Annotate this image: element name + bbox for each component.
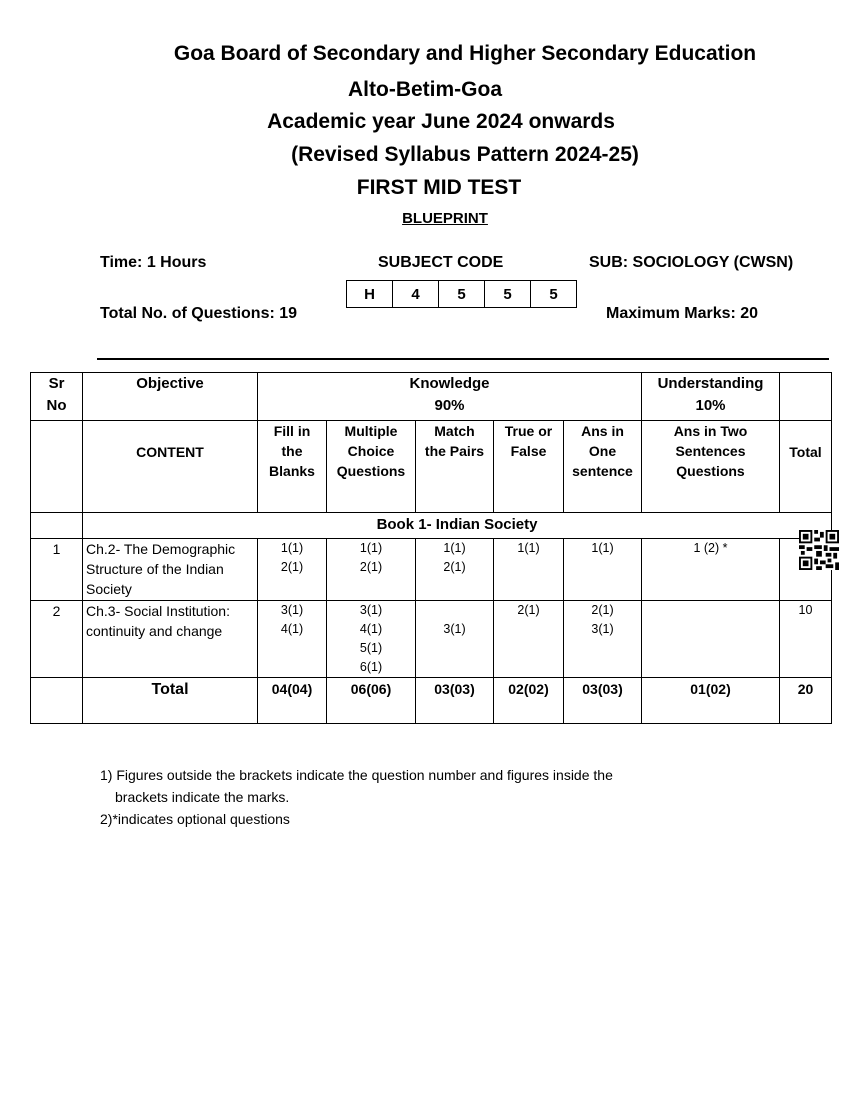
row-match: 1(1) 2(1) <box>416 539 494 601</box>
subject-code-char: 5 <box>485 281 531 308</box>
total-header: Total <box>780 421 832 513</box>
content-header: CONTENT <box>83 421 258 513</box>
total-match: 03(03) <box>416 678 494 724</box>
objective-header: Objective <box>83 373 258 421</box>
match-pairs-header: Match the Pairs <box>416 421 494 513</box>
row-content: Ch.2- The Demographic Structure of the Indian Society <box>83 539 258 601</box>
row-total: 10 <box>780 601 832 678</box>
location: Alto-Betim-Goa <box>348 78 502 101</box>
total-one: 03(03) <box>564 678 642 724</box>
subject-code-char: 5 <box>531 281 577 308</box>
row-sr: 1 <box>31 539 83 601</box>
row-one: 2(1) 3(1) <box>564 601 642 678</box>
syllabus-pattern: (Revised Syllabus Pattern 2024-25) <box>291 143 639 166</box>
row-tf: 1(1) <box>494 539 564 601</box>
total-mcq: 06(06) <box>327 678 416 724</box>
total-row-label: Total <box>83 678 258 724</box>
empty-cell <box>31 421 83 513</box>
row-mcq: 3(1) 4(1) 5(1) 6(1) <box>327 601 416 678</box>
row-tf: 2(1) <box>494 601 564 678</box>
board-title: Goa Board of Secondary and Higher Secondary Education <box>173 42 757 65</box>
subject-code-char: H <box>347 281 393 308</box>
fill-blanks-header: Fill in the Blanks <box>258 421 327 513</box>
row-mcq: 1(1) 2(1) <box>327 539 416 601</box>
row-sr: 2 <box>31 601 83 678</box>
total-tf: 02(02) <box>494 678 564 724</box>
empty-cell <box>31 513 83 539</box>
knowledge-header: Knowledge 90% <box>258 373 642 421</box>
total-questions: Total No. of Questions: 19 <box>100 305 298 322</box>
row-fill: 1(1) 2(1) <box>258 539 327 601</box>
subject-code-boxes <box>346 280 577 308</box>
blueprint-table <box>30 372 832 724</box>
mcq-header: Multiple Choice Questions <box>327 421 416 513</box>
empty-header <box>780 373 832 421</box>
total-fill: 04(04) <box>258 678 327 724</box>
subject-code-char: 5 <box>439 281 485 308</box>
academic-year: Academic year June 2024 onwards <box>267 110 615 133</box>
subject-code-label: SUBJECT CODE <box>378 254 504 271</box>
sr-no-header: Sr No <box>31 373 83 421</box>
time-label: Time: 1 Hours <box>100 254 207 271</box>
empty-cell <box>31 678 83 724</box>
total-two: 01(02) <box>642 678 780 724</box>
row-content: Ch.3- Social Institution: continuity and change <box>83 601 258 678</box>
row-fill: 3(1) 4(1) <box>258 601 327 678</box>
notes <box>100 764 613 830</box>
doc-type: BLUEPRINT <box>402 210 488 227</box>
row-two <box>642 601 780 678</box>
row-one: 1(1) <box>564 539 642 601</box>
qr-code-icon <box>798 530 840 570</box>
book-title: Book 1- Indian Society <box>83 513 832 539</box>
two-sentences-header: Ans in Two Sentences Questions <box>642 421 780 513</box>
subject-code-char: 4 <box>393 281 439 308</box>
test-name: FIRST MID TEST <box>356 176 522 199</box>
subject-label: SUB: SOCIOLOGY (CWSN) <box>589 254 794 271</box>
note-1: 1) Figures outside the brackets indicate the question number and figures inside the <box>100 767 613 783</box>
row-two: 1 (2) * <box>642 539 780 601</box>
note-1-continued: brackets indicate the marks. <box>115 789 290 805</box>
true-false-header: True or False <box>494 421 564 513</box>
max-marks: Maximum Marks: 20 <box>606 305 759 322</box>
divider <box>97 358 829 360</box>
understanding-header: Understanding 10% <box>642 373 780 421</box>
note-2: 2)*indicates optional questions <box>100 811 290 827</box>
row-match: 3(1) <box>416 601 494 678</box>
one-sentence-header: Ans in One sentence <box>564 421 642 513</box>
total-marks: 20 <box>780 678 832 724</box>
